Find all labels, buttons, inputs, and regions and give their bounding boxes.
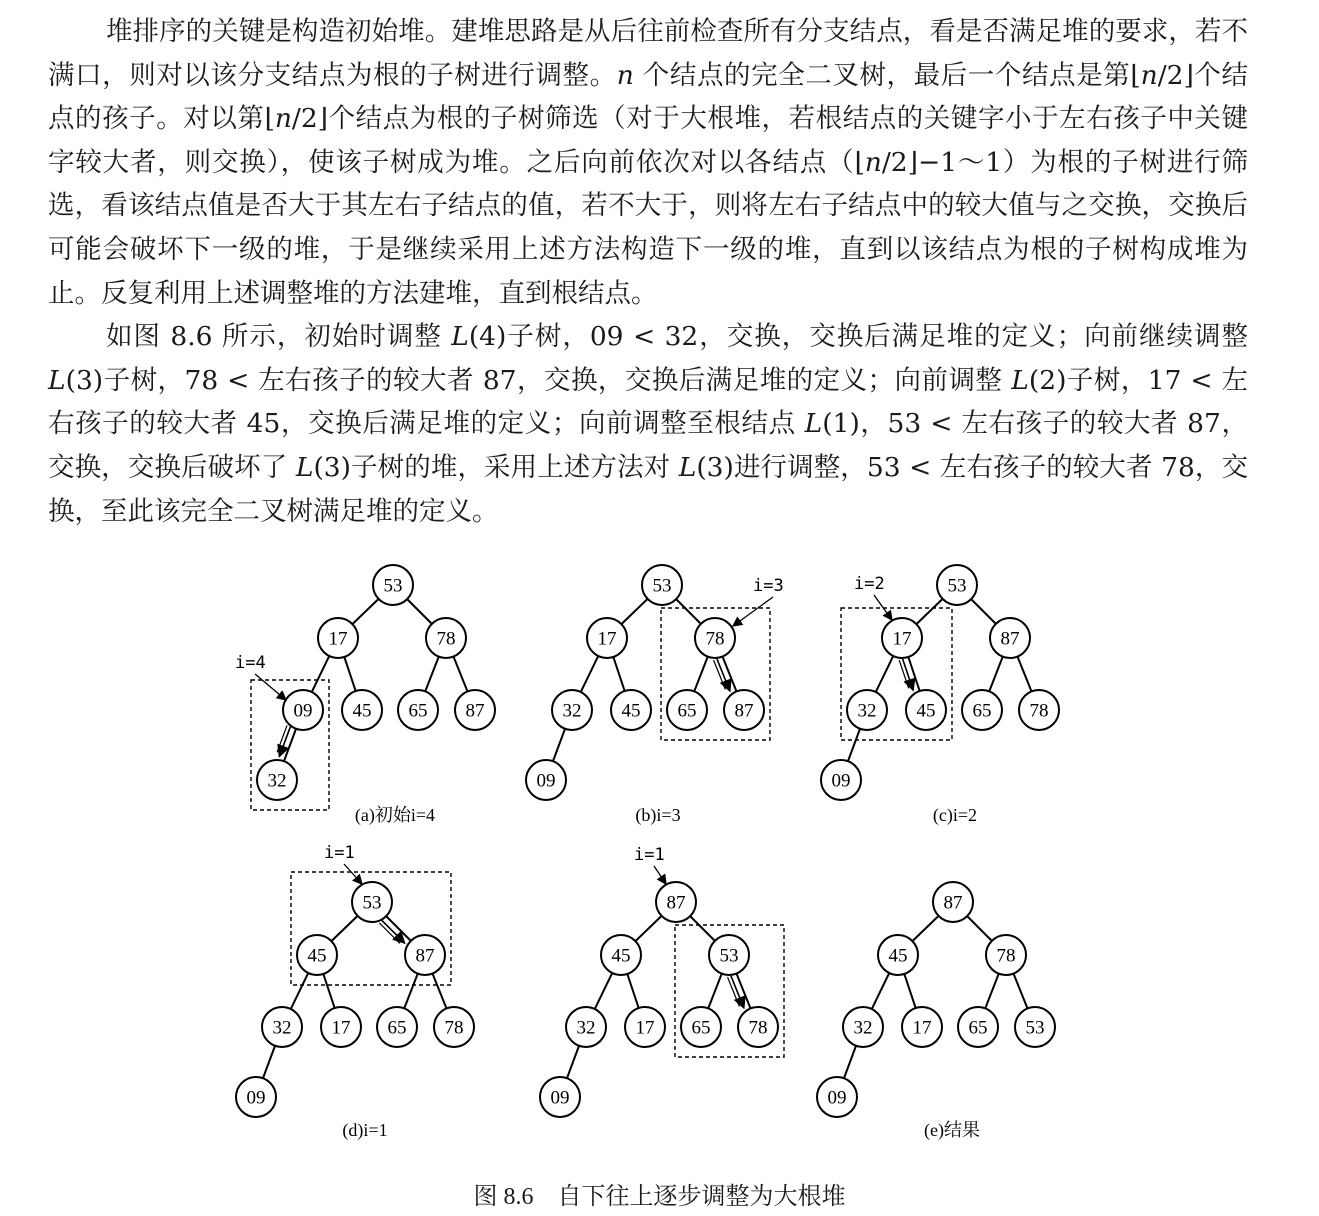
paragraph-2 (48, 315, 1248, 533)
text-run: (3)子树的堆，采用上述方法对 (313, 451, 679, 483)
heap-node-value: 53 (1025, 1017, 1045, 1039)
heap-node-value: 65 (387, 1017, 407, 1039)
heap-node-value: 78 (1029, 700, 1049, 722)
text-run: /2⌋个结点为根的子树筛选（对于大根堆，若根结点的关键字小于左右孩子中关键字较大者，则交换），使该子树成为堆。之后向前依次对以各结点（⌊ (48, 103, 1248, 178)
tree-edge (425, 657, 439, 692)
text-run: /2⌋−1～1）为根的子树进行筛选，看该结点值是否大于其左右子结点的值，若不大于，则将左右子结点中的较大值与之交换，交换后可能会破坏下一级的堆，于是继续采用上述方法构造下一级的堆，直到以该结点为根的子树构成堆为止。反复利用上述调整堆的方法建堆，直到根结点。 (48, 146, 1248, 309)
tree-edge (627, 974, 638, 1008)
text-run: (4)子树，09 < 32，交换，交换后满足堆的定义；向前继续调整 (468, 321, 1248, 353)
text-run: /2⌋个结点的孩子。对以第⌊ (48, 59, 1248, 135)
heap-node-value: 17 (912, 1017, 932, 1039)
italic-symbol: L (295, 451, 314, 483)
heap-node-value: 09 (293, 700, 313, 722)
heap-node-value: 32 (857, 700, 877, 722)
tree-edge (844, 1046, 856, 1079)
tree-edge (908, 657, 919, 691)
heap-node-value: 09 (246, 1087, 266, 1109)
tree-edge (263, 1046, 275, 1079)
heap-node-value: 45 (888, 945, 908, 967)
tree-edge (989, 657, 1003, 692)
heap-node-value: 45 (611, 945, 631, 967)
tree-edge (694, 657, 708, 692)
tree-edge (312, 656, 330, 692)
heap-panel-d (236, 843, 474, 1141)
figure-caption: 图 8.6 自下往上逐步调整为大根堆 (473, 1184, 846, 1210)
heap-node-value: 53 (652, 575, 672, 597)
paragraph-1 (48, 10, 1248, 315)
heap-node-value: 78 (748, 1017, 768, 1039)
heap-node-value: 87 (465, 700, 485, 722)
italic-symbol: L (1011, 364, 1029, 396)
heap-node-value: 45 (621, 700, 641, 722)
heap-node-value: 87 (415, 945, 435, 967)
heap-node-value: 32 (267, 770, 287, 792)
text-run: 堆排序的关键是构造初始堆。建堆思路是从后往前检查所有分支结点，看是否满足堆的要求，若不满口，则对以该分支结点为根的子树进行调整。 (48, 16, 1248, 91)
tree-edge (876, 656, 894, 692)
tree-edge (848, 729, 860, 762)
tree-edge (284, 729, 296, 762)
heap-node-value: 09 (827, 1087, 847, 1109)
heap-node-value: 53 (383, 575, 403, 597)
heap-node-value: 09 (550, 1087, 570, 1109)
panel-caption: (a)初始i=4 (354, 805, 436, 825)
tree-edge (904, 974, 915, 1008)
heap-node-value: 78 (996, 945, 1016, 967)
italic-symbol: n (616, 59, 634, 91)
tree-edge (985, 974, 999, 1009)
index-marker-label: i=2 (854, 574, 885, 594)
tree-edge (613, 657, 624, 691)
heap-node-value: 32 (576, 1017, 596, 1039)
tree-edge (404, 974, 418, 1009)
tree-edge (331, 916, 357, 941)
tree-edge (407, 599, 432, 624)
italic-symbol: n (864, 146, 882, 178)
heap-panel-b (526, 565, 784, 826)
italic-symbol: n (1140, 59, 1158, 91)
tree-edge (344, 657, 355, 691)
heap-figure (0, 545, 1319, 1165)
heap-node-value: 17 (597, 628, 617, 650)
heap-node-value: 17 (892, 628, 912, 650)
italic-symbol: L (678, 451, 697, 483)
tree-edge (1017, 657, 1031, 692)
heap-node-value: 17 (635, 1017, 655, 1039)
tree-edge (581, 656, 599, 692)
tree-edge (567, 1046, 579, 1079)
heap-node-value: 78 (705, 628, 725, 650)
tree-edge (967, 916, 992, 941)
index-marker-arrow (255, 674, 286, 700)
index-marker-label: i=1 (634, 845, 665, 865)
tree-edge (291, 973, 309, 1009)
tree-edge (352, 599, 378, 624)
heap-node-value: 87 (943, 892, 963, 914)
heap-node-value: 65 (972, 700, 992, 722)
body-text (48, 10, 1248, 533)
heap-node-value: 65 (968, 1017, 988, 1039)
text-run: (3)子树，78 < 左右孩子的较大者 87，交换，交换后满足堆的定义；向前调整 (65, 364, 1012, 396)
tree-edge (708, 974, 722, 1009)
tree-edge (432, 974, 446, 1009)
index-marker-arrow (344, 864, 362, 884)
tree-edge (916, 599, 942, 624)
tree-edge (553, 729, 565, 762)
heap-node-value: 53 (362, 892, 382, 914)
heap-node-value: 32 (272, 1017, 292, 1039)
index-marker-label: i=4 (235, 653, 266, 673)
panel-caption: (b)i=3 (635, 805, 681, 825)
tree-edge (595, 973, 613, 1009)
heap-node-value: 09 (536, 770, 556, 792)
heap-node-value: 87 (666, 892, 686, 914)
heap-panel-e2 (817, 882, 1055, 1141)
index-marker-arrow (654, 866, 666, 884)
heap-panel-e1 (540, 845, 784, 1117)
tree-edge (690, 916, 715, 941)
heap-node-value: 65 (691, 1017, 711, 1039)
text-run: (3)进行调整，53 < 左右孩子的较大者 78，交换，至此该完全二叉树满足堆的定义。 (48, 451, 1248, 527)
heap-node-value: 32 (562, 700, 582, 722)
italic-symbol: n (274, 103, 292, 135)
heap-node-value: 32 (853, 1017, 873, 1039)
heap-panel-a (235, 565, 495, 826)
heap-node-value: 65 (408, 700, 428, 722)
heap-node-value: 17 (328, 628, 348, 650)
tree-edge (635, 916, 661, 941)
heap-node-value: 87 (1000, 628, 1020, 650)
heap-node-value: 53 (947, 575, 967, 597)
italic-symbol: L (451, 321, 469, 353)
panel-caption: (e)结果 (924, 1120, 980, 1140)
tree-edge (621, 599, 647, 624)
heap-node-value: 78 (444, 1017, 464, 1039)
tree-edge (453, 657, 467, 692)
tree-edge (1013, 974, 1027, 1009)
index-marker-label: i=3 (753, 576, 784, 596)
text-run: (2)子树，17 < 左右孩子的较大者 45，交换后满足堆的定义；向前调整至根结点 (48, 364, 1248, 440)
panel-caption: (c)i=2 (932, 805, 978, 825)
heap-node-value: 65 (677, 700, 697, 722)
heap-node-value: 45 (916, 700, 936, 722)
italic-symbol: L (804, 408, 823, 440)
tree-edge (872, 973, 890, 1009)
text-run: (1)，53 < 左右孩子的较大者 87，交换，交换后破坏了 (48, 408, 1248, 483)
heap-node-value: 17 (331, 1017, 351, 1039)
heap-node-value: 53 (719, 945, 739, 967)
italic-symbol: L (48, 364, 66, 396)
heap-node-value: 78 (436, 628, 456, 650)
tree-edge (676, 599, 701, 624)
index-marker-label: i=1 (324, 843, 355, 863)
heap-node-value: 09 (831, 770, 851, 792)
heap-node-value: 45 (352, 700, 372, 722)
text-run: 个结点的完全二叉树，最后一个结点是第⌊ (633, 59, 1141, 91)
tree-edge (323, 974, 334, 1008)
heap-node-value: 45 (307, 945, 327, 967)
tree-edge (912, 916, 938, 941)
heap-panel-c (821, 565, 1059, 826)
heap-node-value: 87 (734, 700, 754, 722)
index-marker-arrow (733, 597, 773, 626)
text-run: 如图 8.6 所示，初始时调整 (106, 321, 452, 353)
panel-caption: (d)i=1 (342, 1120, 388, 1140)
tree-edge (971, 599, 996, 624)
